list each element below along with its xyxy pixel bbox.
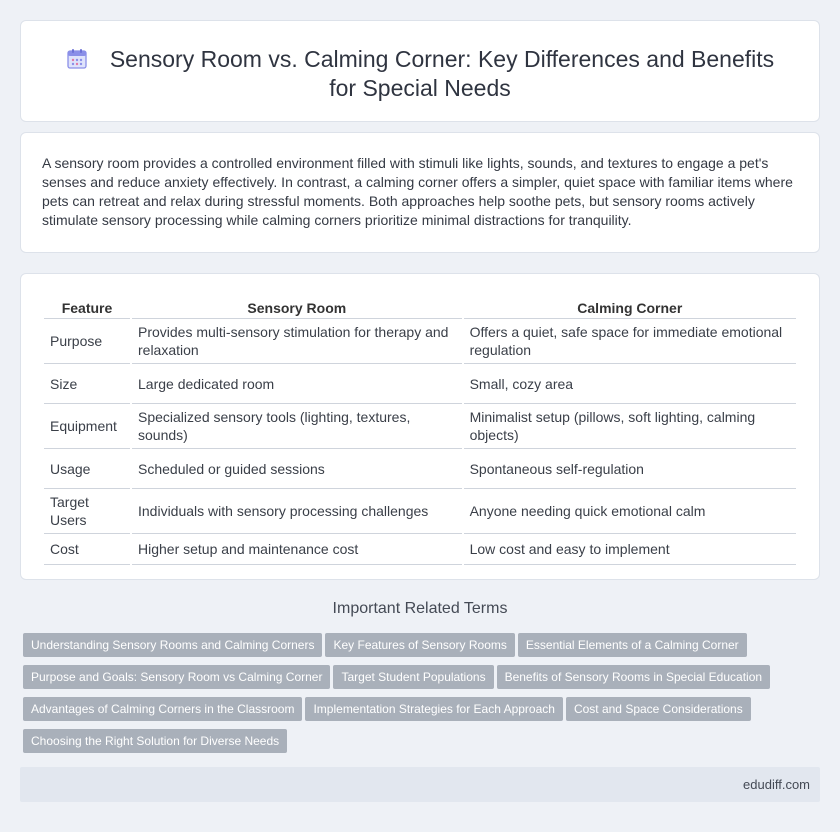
related-terms-title: Important Related Terms: [332, 600, 508, 617]
table-header-row: [44, 295, 796, 319]
sensory-room-cell: Scheduled or guided sessions: [132, 449, 462, 489]
feature-cell: Size: [44, 364, 130, 404]
feature-cell: Cost: [44, 534, 130, 565]
table-row: [44, 449, 796, 489]
intro-paragraph: A sensory room provides a controlled environment filled with stimuli like lights, sounds, and textures to engage a pet's senses and reduce anxiety effectively. In contrast, a calming corner offers a simpler, quiet space with familiar items where pets can retreat and relax during stressful moments. Both approaches help soothe pets, but sensory rooms actively stimulate sensory processing while calming corners prioritize minimal distractions for tranquility.: [42, 155, 793, 228]
calming-corner-cell: Spontaneous self-regulation: [464, 449, 796, 489]
page-title: [61, 45, 779, 103]
header-calming-corner: Calming Corner: [464, 295, 796, 319]
comparison-table: [42, 295, 798, 565]
sensory-room-cell: Large dedicated room: [132, 364, 462, 404]
related-term-tag[interactable]: Choosing the Right Solution for Diverse Needs: [23, 729, 287, 753]
sensory-room-cell: Specialized sensory tools (lighting, textures, sounds): [132, 404, 462, 449]
intro-card: [20, 132, 820, 253]
table-row: [44, 489, 796, 534]
sensory-room-cell: Individuals with sensory processing challenges: [132, 489, 462, 534]
table-row: [44, 319, 796, 364]
table-row: [44, 534, 796, 565]
sensory-room-cell: Provides multi-sensory stimulation for therapy and relaxation: [132, 319, 462, 364]
related-term-tag[interactable]: Implementation Strategies for Each Approach: [305, 697, 562, 721]
comparison-card: [20, 273, 820, 580]
related-term-tag[interactable]: Target Student Populations: [333, 665, 493, 689]
feature-cell: Usage: [44, 449, 130, 489]
calming-corner-cell: Small, cozy area: [464, 364, 796, 404]
related-term-tag[interactable]: Benefits of Sensory Rooms in Special Education: [497, 665, 770, 689]
header-feature: Feature: [44, 295, 130, 319]
related-term-tag[interactable]: Essential Elements of a Calming Corner: [518, 633, 747, 657]
related-term-tag[interactable]: Understanding Sensory Rooms and Calming Corners: [23, 633, 322, 657]
table-row: [44, 404, 796, 449]
related-term-tag[interactable]: Purpose and Goals: Sensory Room vs Calming Corner: [23, 665, 330, 689]
header-sensory-room: Sensory Room: [132, 295, 462, 319]
related-term-tag[interactable]: Key Features of Sensory Rooms: [325, 633, 514, 657]
feature-cell: Purpose: [44, 319, 130, 364]
footer-bar: [20, 767, 820, 802]
related-term-tag[interactable]: Advantages of Calming Corners in the Classroom: [23, 697, 302, 721]
table-row: [44, 364, 796, 404]
related-terms-list: [23, 633, 813, 761]
calendar-icon: [66, 48, 88, 70]
calming-corner-cell: Minimalist setup (pillows, soft lighting, calming objects): [464, 404, 796, 449]
calming-corner-cell: Anyone needing quick emotional calm: [464, 489, 796, 534]
header-card: [20, 20, 820, 122]
feature-cell: Equipment: [44, 404, 130, 449]
page-title-text: Sensory Room vs. Calming Corner: Key Differences and Benefits for Special Needs: [109, 46, 775, 101]
related-term-tag[interactable]: Cost and Space Considerations: [566, 697, 751, 721]
calming-corner-cell: Low cost and easy to implement: [464, 534, 796, 565]
sensory-room-cell: Higher setup and maintenance cost: [132, 534, 462, 565]
calming-corner-cell: Offers a quiet, safe space for immediate emotional regulation: [464, 319, 796, 364]
feature-cell: Target Users: [44, 489, 130, 534]
footer-site-link[interactable]: edudiff.com: [743, 777, 810, 792]
